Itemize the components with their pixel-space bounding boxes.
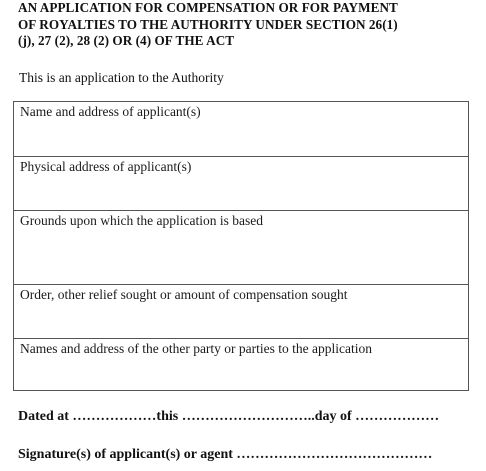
heading-line-3: (j), 27 (2), 28 (2) OR (4) OF THE ACT bbox=[18, 33, 235, 48]
field-grounds[interactable] bbox=[14, 210, 468, 284]
field-label: Physical address of applicant(s) bbox=[20, 159, 192, 174]
intro-text: This is an application to the Authority bbox=[19, 70, 224, 85]
field-label: Grounds upon which the application is based bbox=[20, 213, 263, 228]
field-applicant-name-address[interactable] bbox=[14, 102, 468, 156]
field-relief-sought[interactable] bbox=[14, 284, 468, 338]
heading-line-2: OF ROYALTIES TO THE AUTHORITY UNDER SECTION 26(1) bbox=[18, 16, 398, 32]
field-other-parties[interactable] bbox=[14, 338, 468, 390]
form-table bbox=[13, 101, 469, 391]
field-label: Names and address of the other party or parties to the application bbox=[20, 341, 373, 356]
heading-line-1: AN APPLICATION FOR COMPENSATION OR FOR PAYMENT bbox=[18, 0, 398, 15]
field-label: Name and address of applicant(s) bbox=[20, 104, 201, 119]
field-label: Order, other relief sought or amount of compensation sought bbox=[20, 287, 348, 302]
field-physical-address[interactable] bbox=[14, 156, 468, 210]
form-heading bbox=[18, 0, 480, 50]
dated-line[interactable]: Dated at ………………this ………………………..day of ……………… bbox=[18, 409, 440, 424]
signature-line[interactable]: Signature(s) of applicant(s) or agent …………………………………… bbox=[18, 447, 433, 462]
